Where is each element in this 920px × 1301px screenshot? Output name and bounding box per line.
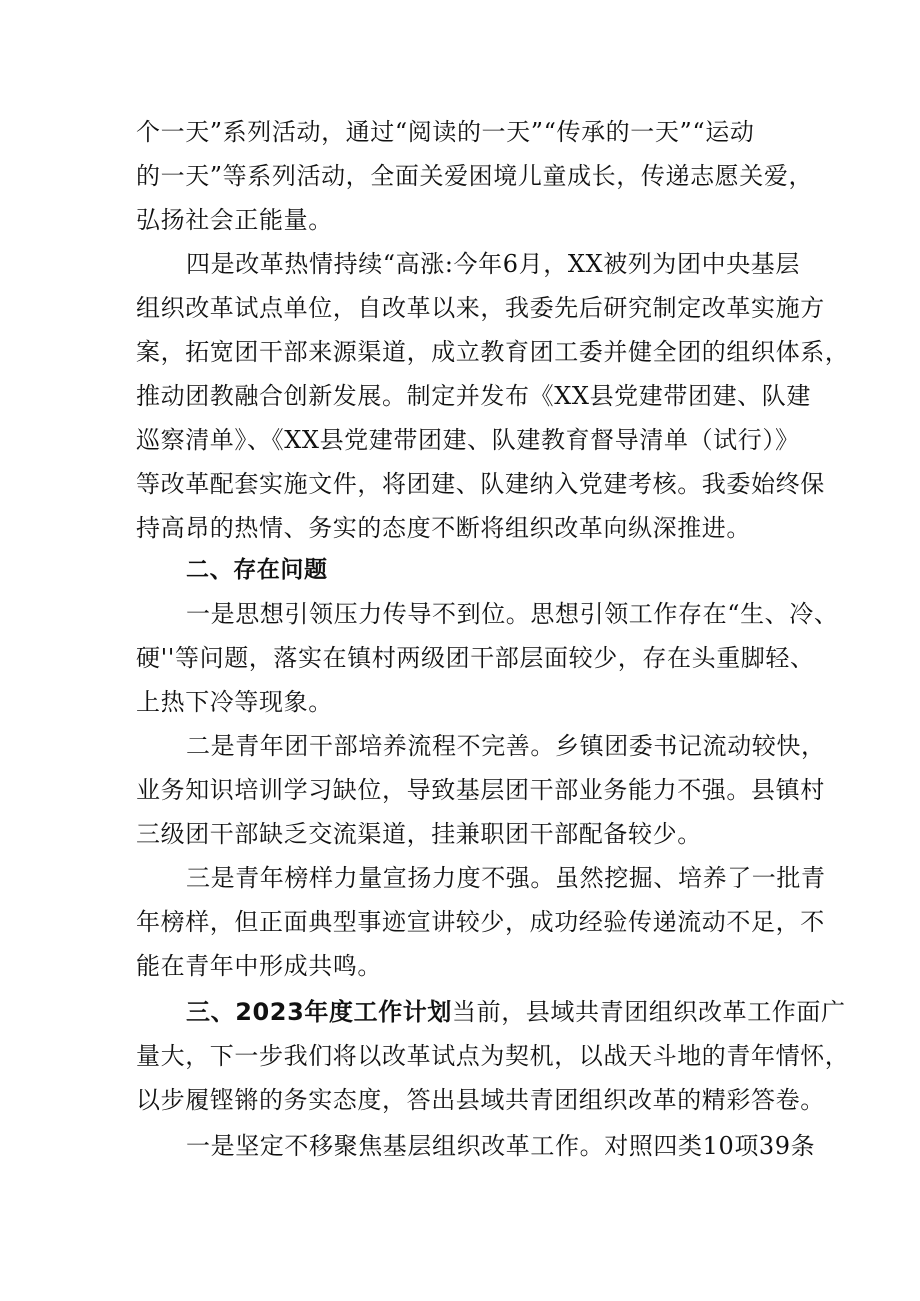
text-line: 等改革配套实施文件，将团建、队建纳入党建考核。我委始终保	[136, 470, 825, 498]
text-line: 能在青年中形成共鸣。	[136, 952, 382, 980]
text-line: 二是青年团干部培养流程不完善。乡镇团委书记流动较快，	[186, 732, 826, 760]
text-line: 个一天”系列活动，通过“阅读的一天”“传承的一天”“运动	[136, 118, 755, 146]
text-line: 三是青年榜样力量宣扬力度不强。虽然挖掘、培养了一批青	[186, 864, 826, 892]
text-line: 持高昂的热情、务实的态度不断将组织改革向纵深推进。	[136, 514, 751, 542]
text-line: 年榜样，但正面典型事迹宣讲较少，成功经验传递流动不足，不	[136, 908, 825, 936]
text-line: 以步履铿锵的务实态度，答出县域共青团组织改革的精彩答卷。	[136, 1086, 825, 1114]
text-line: 上热下冷等现象。	[136, 688, 333, 716]
section-heading: 三、2023年度工作计划	[186, 998, 452, 1026]
text-span: 当前，县域共青团组织改革工作面广	[452, 998, 846, 1026]
text-line	[186, 992, 846, 1032]
text-line: 推动团教融合创新发展。制定并发布《XX县党建带团建、队建	[136, 382, 811, 410]
text-line: 硬''等问题，落实在镇村两级团干部层面较少，存在头重脚轻、	[136, 644, 815, 672]
text-line: 三级团干部缺乏交流渠道，挂兼职团干部配备较少。	[136, 820, 702, 848]
text-line: 弘扬社会正能量。	[136, 206, 333, 234]
text-line: 巡察清单》、《XX县党建带团建、队建教育督导清单（试行）》	[136, 426, 800, 454]
text-line: 的一天”等系列活动，全面关爱困境儿童成长，传递志愿关爱，	[136, 162, 814, 190]
section-heading: 二、存在问题	[186, 557, 328, 583]
text-line: 一是思想引领压力传导不到位。思想引领工作存在“生、冷、	[186, 600, 839, 628]
text-line: 组织改革试点单位，自改革以来，我委先后研究制定改革实施方	[136, 294, 825, 322]
text-line: 业务知识培训学习缺位，导致基层团干部业务能力不强。县镇村	[136, 776, 825, 804]
text-line: 量大，下一步我们将以改革试点为契机，以战天斗地的青年情怀，	[136, 1042, 850, 1070]
text-line: 四是改革热情持续“高涨:今年6月，XX被列为团中央基层	[186, 250, 800, 278]
text-line: 案，拓宽团干部来源渠道，成立教育团工委并健全团的组织体系，	[136, 338, 850, 366]
text-line: 一是坚定不移聚焦基层组织改革工作。对照四类10项39条	[186, 1132, 816, 1160]
